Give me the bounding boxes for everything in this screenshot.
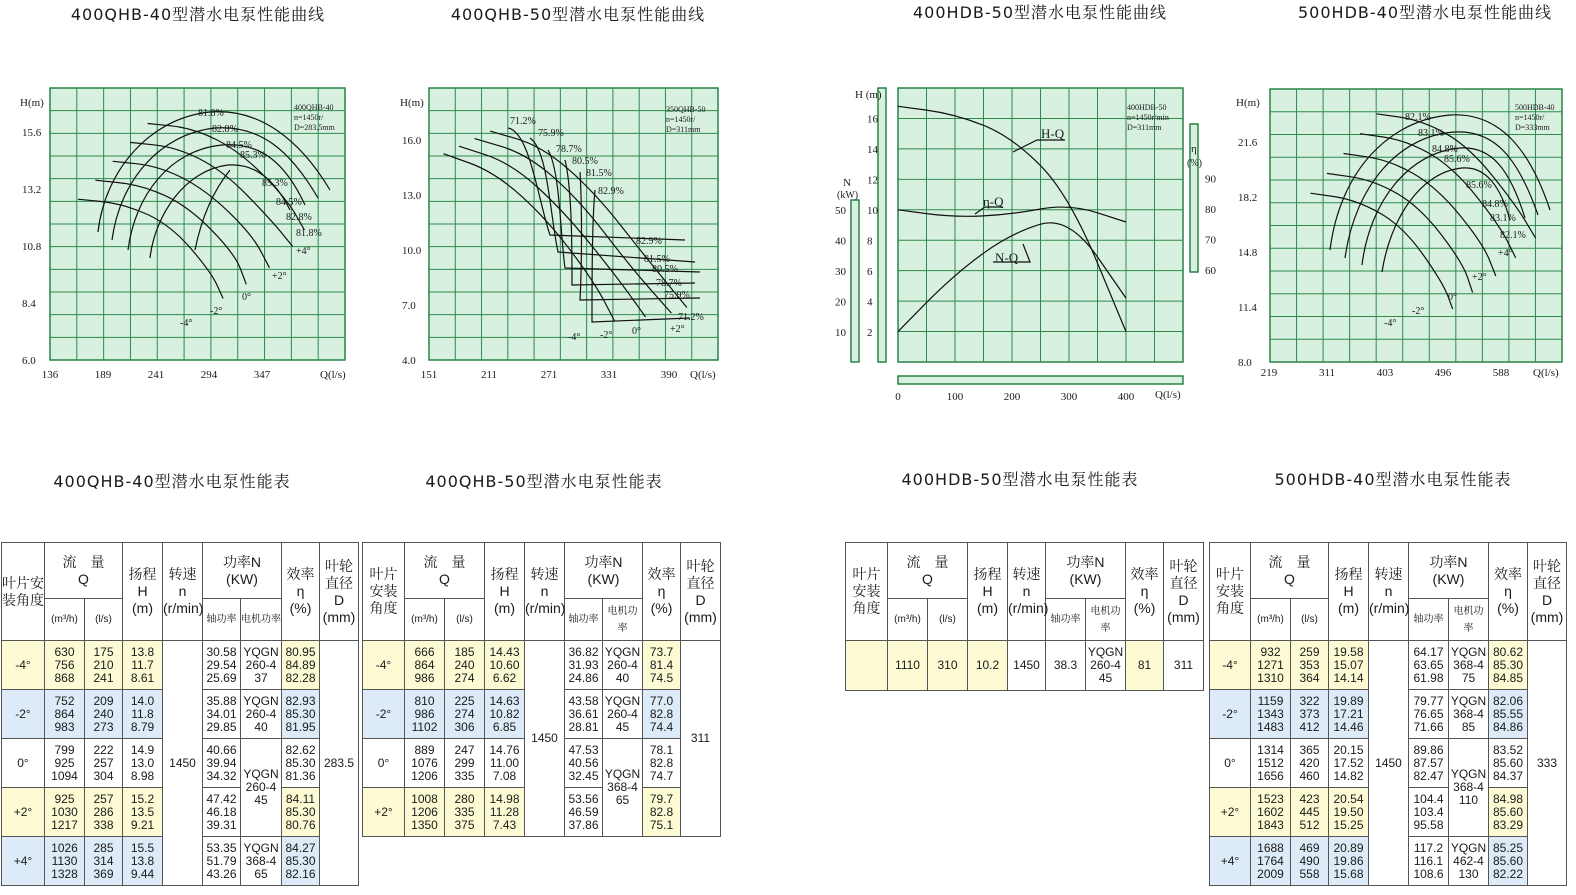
table1-row: [2, 641, 359, 690]
table4-cell-angle: 0°: [1210, 739, 1251, 788]
table2-cell-angle: -2°: [363, 690, 405, 739]
chart2-xtick-3: 331: [600, 369, 618, 381]
chart3-info-speed: n=1450r/min: [1127, 113, 1169, 122]
chart2-ytick-0: 4.0: [402, 355, 416, 367]
table2-cell-q_ls: 225 274 306: [445, 690, 485, 739]
chart4-angle-label-1: +2°: [1472, 272, 1487, 283]
table1-cell-h: 15.5 13.8 9.44: [123, 837, 163, 886]
t4-h-qls: (l/s): [1291, 599, 1329, 641]
table4-cell-eff: 84.98 85.60 83.29: [1489, 788, 1528, 837]
chart2-eff-label-2: 78.7%: [556, 144, 582, 155]
chart3-n-unit: (kW): [837, 190, 859, 201]
table4-cell-eff: 83.52 85.60 84.37: [1489, 739, 1528, 788]
table1-cell-q_m3h: 630 756 868: [45, 641, 85, 690]
table4-cell-angle: -2°: [1210, 690, 1251, 739]
table4-cell-angle: +2°: [1210, 788, 1251, 837]
table2-cell-shaft: 43.58 36.61 28.81: [565, 690, 603, 739]
t1-h-motor: 电机功率: [241, 599, 282, 641]
t3-h-eff: 效率 η (%): [1126, 543, 1164, 641]
table1-cell-shaft: 35.88 34.01 29.85: [203, 690, 241, 739]
table2-cell-eff: 77.0 82.8 74.4: [643, 690, 681, 739]
t2-h-power: 功率N (KW): [565, 543, 643, 599]
chart2-xtick-0: 151: [420, 369, 438, 381]
table4-cell-q_ls: 469 490 558: [1291, 837, 1329, 886]
t2-h-motor: 电机功率: [603, 599, 643, 641]
table2-cell-q_ls: 280 335 375: [445, 788, 485, 837]
table4-title: 500HDB-40型潜水电泵性能表: [1274, 470, 1512, 489]
chart3-svg: [825, 0, 1216, 420]
table4-cell-h: 19.58 15.07 14.14: [1329, 641, 1369, 690]
chart1-eff-label-4: 85.3%: [262, 178, 288, 189]
chart1-xlabel: Q(l/s): [320, 369, 346, 381]
table2-row: [363, 641, 721, 690]
table3-title: 400HDB-50型潜水电泵性能表: [901, 470, 1139, 489]
table4-cell-shaft: 104.4 103.4 95.58: [1409, 788, 1449, 837]
chart4-xtick-0: 219: [1260, 367, 1278, 379]
table2-cell-q_m3h: 889 1076 1206: [405, 739, 445, 788]
chart2-ytick-3: 13.0: [402, 190, 422, 202]
chart3-etatick-1: 70: [1205, 234, 1216, 247]
table1-cell-h: 14.0 11.8 8.79: [123, 690, 163, 739]
t1-h-speed: 转速 n (r/min): [163, 543, 203, 641]
table4-cell-h: 19.89 17.21 14.46: [1329, 690, 1369, 739]
table4-cell-q_m3h: 1314 1512 1656: [1251, 739, 1291, 788]
chart1-eff-label-6: 82.8%: [286, 212, 312, 223]
t4-h-power: 功率N (KW): [1409, 543, 1489, 599]
chart1-angle-label-3: -2°: [210, 306, 223, 317]
table2-cell-motor: YQGN 260-4 40: [603, 641, 643, 690]
chart3-eta-unit: (%): [1187, 158, 1202, 169]
table4-row: [1210, 641, 1567, 690]
t3-h-head: 扬程 H (m): [968, 543, 1008, 641]
table4-cell-q_m3h: 1523 1602 1843: [1251, 788, 1291, 837]
table1-cell-speed: 1450: [163, 641, 203, 886]
chart4-title: 500HDB-40型潜水电泵性能曲线: [1297, 3, 1553, 22]
chart1-eff-label-0: 81.8%: [198, 108, 224, 119]
t3-h-motor: 电机功率: [1086, 599, 1126, 641]
chart1-ytick-4: 15.6: [22, 127, 42, 139]
table4-cell-impeller: 333: [1528, 641, 1567, 886]
chart4-xlabel: Q(l/s): [1533, 367, 1559, 379]
table3-cell-h: 10.2: [968, 641, 1008, 691]
table2-cell-motor: YQGN 368-4 65: [603, 739, 643, 837]
t1-h-flow: 流 量 Q: [45, 543, 123, 599]
chart3-ntick-2: 30: [835, 266, 846, 278]
chart1-ylabel: H(m): [20, 97, 44, 109]
chart4-ytick-2: 14.8: [1238, 247, 1258, 259]
chart3-n-label: N: [843, 177, 851, 189]
chart2-ylabel: H(m): [400, 97, 424, 109]
chart3-ntick-4: 50: [835, 205, 846, 217]
chart2-xtick-4: 390: [660, 369, 678, 381]
table3-cell-impeller: 311: [1164, 641, 1204, 691]
chart3-title: 400HDB-50型潜水电泵性能曲线: [912, 3, 1168, 22]
chart3-etaq-label: η-Q: [983, 194, 1004, 209]
table1-cell-motor: YQGN 368-4 65: [241, 837, 282, 886]
chart2-angle-label-1: -2°: [600, 330, 613, 341]
t2-h-blade: 叶片安装角度: [363, 543, 405, 641]
chart3-htick-5: 12: [867, 174, 878, 187]
table4-cell-motor: YQGN 368-4 110: [1449, 739, 1489, 837]
table1-cell-shaft: 53.35 51.79 43.26: [203, 837, 241, 886]
table2-cell-h: 14.63 10.82 6.85: [485, 690, 525, 739]
chart3-htick-0: 2: [867, 327, 873, 339]
chart1-eff-label-1: 82.8%: [212, 124, 238, 135]
t1-h-qm3h: (m³/h): [45, 599, 85, 641]
chart4-ytick-4: 21.6: [1238, 137, 1258, 149]
table1-cell-motor: YQGN 260-4 40: [241, 690, 282, 739]
t4-h-head: 扬程 H (m): [1329, 543, 1369, 641]
chart1-ytick-0: 6.0: [22, 355, 36, 367]
t3-h-qls: (l/s): [928, 599, 968, 641]
t1-h-shaft: 轴功率: [203, 599, 241, 641]
chart3-ntick-1: 20: [835, 296, 846, 309]
table4-cell-angle: -4°: [1210, 641, 1251, 690]
table1-cell-shaft: 40.66 39.94 34.32: [203, 739, 241, 788]
chart2-eff-label-9: 78.7%: [656, 278, 682, 289]
chart3-htick-6: 14: [867, 144, 878, 156]
chart4-info-speed: n=1450r/: [1515, 113, 1545, 122]
table4-cell-q_ls: 259 353 364: [1291, 641, 1329, 690]
table1-cell-q_m3h: 799 925 1094: [45, 739, 85, 788]
chart1-info-speed: n=1450r/: [294, 113, 324, 122]
chart2-eff-label-0: 71.2%: [510, 116, 536, 127]
table2-cell-eff: 79.7 82.8 75.1: [643, 788, 681, 837]
t1-h-blade: 叶片安装角度: [2, 543, 45, 641]
chart4-eff-label-3: 85.6%: [1444, 154, 1470, 165]
chart1-info-diam: D=283.5mm: [294, 123, 335, 132]
chart4-eff-label-1: 83.1%: [1418, 128, 1444, 139]
t1-h-head: 扬程 H (m): [123, 543, 163, 641]
chart1-xtick-1: 189: [94, 369, 112, 381]
table1-cell-eff: 84.27 85.30 82.16: [282, 837, 320, 886]
table2-cell-shaft: 47.53 40.56 32.45: [565, 739, 603, 788]
table2-cell-motor: YQGN 260-4 45: [603, 690, 643, 739]
table1-cell-eff: 82.62 85.30 81.36: [282, 739, 320, 788]
chart1-ytick-1: 8.4: [22, 298, 36, 310]
chart2-eff-label-1: 75.9%: [538, 128, 564, 139]
t2-h-imp: 叶轮直径 D (mm): [681, 543, 721, 641]
table4-cell-q_ls: 423 445 512: [1291, 788, 1329, 837]
table1-cell-impeller: 283.5: [320, 641, 359, 886]
table3-cell-q_m3h: 1110: [888, 641, 928, 691]
table4-cell-q_m3h: 1688 1764 2009: [1251, 837, 1291, 886]
chart1-ytick-3: 13.2: [22, 184, 42, 196]
t1-h-qls: (l/s): [85, 599, 123, 641]
chart3-grid: [851, 88, 1198, 384]
table3-cell-motor: YQGN 260-4 45: [1086, 641, 1126, 691]
chart1-info-model: 400QHB-40: [294, 103, 334, 112]
chart4-ylabel: H(m): [1236, 97, 1260, 109]
table2-cell-shaft: 53.56 46.59 37.86: [565, 788, 603, 837]
t4-h-shaft: 轴功率: [1409, 599, 1449, 641]
t1-h-eff: 效率 η (%): [282, 543, 320, 641]
table1-cell-angle: 0°: [2, 739, 45, 788]
table4-cell-shaft: 64.17 63.65 61.98: [1409, 641, 1449, 690]
t4-h-speed: 转速 n (r/min): [1369, 543, 1409, 641]
chart4-info-diam: D=333mm: [1515, 123, 1550, 132]
chart3-info-diam: D=311mm: [1127, 123, 1162, 132]
t2-h-shaft: 轴功率: [565, 599, 603, 641]
chart1-eff-label-5: 84.5%: [276, 197, 302, 208]
table2-cell-h: 14.76 11.00 7.08: [485, 739, 525, 788]
table2-cell-q_m3h: 810 986 1102: [405, 690, 445, 739]
table2-cell-angle: 0°: [363, 739, 405, 788]
chart2-angle-label-3: +2°: [670, 324, 685, 335]
table4-cell-q_ls: 322 373 412: [1291, 690, 1329, 739]
table1-cell-motor: YQGN 260-4 45: [241, 739, 282, 837]
chart2-eff-label-4: 81.5%: [586, 168, 612, 179]
table2-cell-eff: 78.1 82.8 74.7: [643, 739, 681, 788]
chart2-xlabel: Q(l/s): [690, 369, 716, 381]
table2-cell-q_m3h: 1008 1206 1350: [405, 788, 445, 837]
table2-cell-shaft: 36.82 31.93 24.86: [565, 641, 603, 690]
table4-cell-q_ls: 365 420 460: [1291, 739, 1329, 788]
chart3-nq-label: N-Q: [995, 250, 1019, 265]
table4: [1209, 542, 1567, 886]
chart2-eff-label-5: 82.9%: [598, 186, 624, 197]
chart2-xtick-1: 211: [480, 369, 498, 381]
table1-cell-h: 15.2 13.5 9.21: [123, 788, 163, 837]
chart4-angle-label-3: -2°: [1412, 306, 1425, 317]
chart2-eff-label-6: 82.9%: [636, 236, 662, 247]
chart2-ytick-1: 7.0: [402, 300, 416, 312]
table3-cell-eff: 81: [1126, 641, 1164, 691]
table4-cell-h: 20.54 19.50 15.25: [1329, 788, 1369, 837]
chart2-eff-label-3: 80.5%: [572, 156, 598, 167]
chart2-xtick-2: 271: [540, 369, 558, 381]
chart4-eff-label-4: 85.6%: [1466, 180, 1492, 191]
chart1-xtick-4: 347: [253, 369, 271, 381]
chart3-xtick-0: 0: [895, 391, 901, 403]
t4-h-imp: 叶轮直径 D (mm): [1528, 543, 1567, 641]
chart3-etatick-2: 80: [1205, 204, 1216, 216]
table4-cell-h: 20.15 17.52 14.82: [1329, 739, 1369, 788]
table4-cell-shaft: 89.86 87.57 82.47: [1409, 739, 1449, 788]
chart3-xtick-1: 100: [946, 391, 964, 403]
table3: [845, 542, 1204, 691]
table4-cell-motor: YQGN 368-4 85: [1449, 690, 1489, 739]
chart4-ytick-1: 11.4: [1238, 302, 1257, 314]
chart3-xtick-3: 300: [1060, 391, 1078, 403]
t4-h-motor: 电机功率: [1449, 599, 1489, 641]
table3-cell-q_ls: 310: [928, 641, 968, 691]
t3-h-blade: 叶片安装角度: [846, 543, 888, 641]
chart4-svg: [1200, 0, 1576, 400]
chart4-ytick-3: 18.2: [1238, 192, 1258, 204]
table2-cell-h: 14.98 11.28 7.43: [485, 788, 525, 837]
chart2-info-model: 350QHB-50: [666, 105, 706, 114]
t3-h-qm3h: (m³/h): [888, 599, 928, 641]
chart3-hq-label: H-Q: [1041, 126, 1065, 141]
table3-cell-angle: [846, 641, 888, 691]
chart2-title: 400QHB-50型潜水电泵性能曲线: [450, 5, 706, 24]
table4-cell-angle: +4°: [1210, 837, 1251, 886]
table4-cell-eff: 85.25 85.60 82.22: [1489, 837, 1528, 886]
chart3-htick-7: 16: [867, 113, 878, 126]
chart4-eff-label-6: 83.1%: [1490, 213, 1516, 224]
chart2-eff-label-8: 80.5%: [652, 264, 678, 275]
t4-h-eff: 效率 η (%): [1489, 543, 1528, 641]
chart3-etatick-0: 60: [1205, 265, 1216, 277]
table4-cell-eff: 82.06 85.55 84.86: [1489, 690, 1528, 739]
chart3-ntick-0: 10: [835, 327, 846, 339]
table2-cell-speed: 1450: [525, 641, 565, 837]
table1-cell-q_m3h: 1026 1130 1328: [45, 837, 85, 886]
chart3-xtick-4: 400: [1117, 391, 1135, 403]
table1-cell-q_ls: 175 210 241: [85, 641, 123, 690]
table1-cell-q_ls: 285 314 369: [85, 837, 123, 886]
chart1-xtick-3: 294: [200, 369, 218, 381]
chart1-eff-label-7: 81.8%: [296, 228, 322, 239]
chart1-angle-label-1: +2°: [272, 271, 287, 282]
t2-h-flow: 流 量 Q: [405, 543, 485, 599]
t3-h-speed: 转速 n (r/min): [1008, 543, 1046, 641]
chart1-xtick-2: 241: [147, 369, 165, 381]
table4-cell-q_m3h: 1159 1343 1483: [1251, 690, 1291, 739]
chart1-title: 400QHB-40型潜水电泵性能曲线: [70, 5, 326, 24]
chart2-info-diam: D=311mm: [666, 125, 701, 134]
chart3-htick-1: 4: [867, 296, 873, 309]
t2-h-speed: 转速 n (r/min): [525, 543, 565, 641]
chart3-htick-3: 8: [867, 235, 873, 248]
table1-cell-eff: 80.95 84.89 82.28: [282, 641, 320, 690]
table1-cell-h: 14.9 13.0 8.98: [123, 739, 163, 788]
chart2-svg: [360, 0, 740, 400]
chart1-angle-label-2: 0°: [242, 292, 251, 303]
table1: [1, 542, 359, 886]
chart1-eff-label-3: 85.3%: [240, 150, 266, 161]
chart4-eff-label-7: 82.1%: [1500, 230, 1526, 241]
table2-cell-q_ls: 247 299 335: [445, 739, 485, 788]
table4-cell-h: 20.89 19.86 15.68: [1329, 837, 1369, 886]
table1-cell-h: 13.8 11.7 8.61: [123, 641, 163, 690]
chart1-angle-label-4: -4°: [180, 318, 193, 329]
chart1-angle-label-0: +4°: [296, 246, 311, 257]
chart3-ylabel: H (m): [855, 89, 882, 101]
chart4-info-model: 500HDB-40: [1515, 103, 1555, 112]
table4-cell-shaft: 117.2 116.1 108.6: [1409, 837, 1449, 886]
table1-cell-eff: 84.11 85.30 80.76: [282, 788, 320, 837]
table4-cell-motor: YQGN 462-4 130: [1449, 837, 1489, 886]
chart2-eff-label-10: 75.9%: [664, 290, 690, 301]
table1-cell-motor: YQGN 260-4 37: [241, 641, 282, 690]
chart4-eff-label-5: 84.8%: [1482, 199, 1508, 210]
table2-title: 400QHB-50型潜水电泵性能表: [425, 472, 663, 491]
t4-h-qm3h: (m³/h): [1251, 599, 1291, 641]
table1-cell-q_ls: 222 257 304: [85, 739, 123, 788]
chart1-eff-label-2: 84.5%: [226, 140, 252, 151]
t3-h-shaft: 轴功率: [1046, 599, 1086, 641]
chart3-xlabel: Q(l/s): [1155, 389, 1181, 401]
chart4-xtick-4: 588: [1492, 367, 1510, 379]
chart1-ytick-2: 10.8: [22, 241, 42, 253]
chart4-xtick-2: 403: [1376, 367, 1394, 379]
table4-cell-eff: 80.62 85.30 84.85: [1489, 641, 1528, 690]
table2-cell-h: 14.43 10.60 6.62: [485, 641, 525, 690]
table2-cell-q_ls: 185 240 274: [445, 641, 485, 690]
t2-h-head: 扬程 H (m): [485, 543, 525, 641]
table2-cell-impeller: 311: [681, 641, 721, 837]
t2-h-eff: 效率 η (%): [643, 543, 681, 641]
chart4-ytick-0: 8.0: [1238, 357, 1252, 369]
table2: [362, 542, 721, 837]
chart3-htick-2: 6: [867, 266, 873, 278]
chart3-htick-4: 10: [867, 205, 878, 217]
chart4-angle-label-2: 0°: [1448, 292, 1457, 303]
table3-cell-speed: 1450: [1008, 641, 1046, 691]
chart4-eff-label-0: 82.1%: [1405, 112, 1431, 123]
table2-cell-angle: +2°: [363, 788, 405, 837]
t3-h-imp: 叶轮直径 D (mm): [1164, 543, 1204, 641]
chart2-eff-label-7: 81.5%: [644, 254, 670, 265]
chart3-eta-label: η: [1191, 143, 1197, 155]
chart1-svg: [0, 0, 380, 400]
chart3-etatick-3: 90: [1205, 173, 1216, 186]
chart2-ytick-4: 16.0: [402, 135, 422, 147]
table1-cell-shaft: 30.58 29.54 25.69: [203, 641, 241, 690]
t1-h-power: 功率N (KW): [203, 543, 282, 599]
chart2-ytick-2: 10.0: [402, 245, 422, 257]
table4-cell-speed: 1450: [1369, 641, 1409, 886]
chart3-ntick-3: 40: [835, 235, 846, 248]
table1-cell-angle: +4°: [2, 837, 45, 886]
table2-cell-q_m3h: 666 864 986: [405, 641, 445, 690]
table1-cell-q_m3h: 925 1030 1217: [45, 788, 85, 837]
table4-cell-shaft: 79.77 76.65 71.66: [1409, 690, 1449, 739]
chart4-angle-label-4: -4°: [1384, 318, 1397, 329]
chart2-eff-label-11: 71.2%: [678, 312, 704, 323]
table1-cell-angle: -2°: [2, 690, 45, 739]
table1-cell-angle: -4°: [2, 641, 45, 690]
chart2-info-speed: n=1450r/: [666, 115, 696, 124]
t4-h-blade: 叶片安装角度: [1210, 543, 1251, 641]
table1-cell-q_m3h: 752 864 983: [45, 690, 85, 739]
table4-cell-motor: YQGN 368-4 75: [1449, 641, 1489, 690]
chart2-angle-label-2: 0°: [632, 326, 641, 337]
table1-title: 400QHB-40型潜水电泵性能表: [53, 472, 291, 491]
table4-cell-q_m3h: 932 1271 1310: [1251, 641, 1291, 690]
table1-cell-q_ls: 257 286 338: [85, 788, 123, 837]
chart4-eff-label-2: 84.8%: [1432, 144, 1458, 155]
chart4-angle-label-0: +4°: [1498, 248, 1513, 259]
table3-row: [846, 641, 1204, 691]
chart4-xtick-3: 496: [1434, 367, 1452, 379]
t1-h-imp: 叶轮直径 D (mm): [320, 543, 359, 641]
t3-h-power: 功率N (KW): [1046, 543, 1126, 599]
table2-cell-angle: -4°: [363, 641, 405, 690]
chart2-angle-label-0: -4°: [568, 332, 581, 343]
chart3-xtick-2: 200: [1003, 391, 1021, 403]
table1-cell-q_ls: 209 240 273: [85, 690, 123, 739]
table3-cell-shaft: 38.3: [1046, 641, 1086, 691]
chart4-xtick-1: 311: [1318, 367, 1336, 379]
t4-h-flow: 流 量 Q: [1251, 543, 1329, 599]
table1-cell-shaft: 47.42 46.18 39.31: [203, 788, 241, 837]
chart3-info-model: 400HDB-50: [1127, 103, 1167, 112]
chart1-xtick-0: 136: [41, 369, 59, 381]
table2-cell-eff: 73.7 81.4 74.5: [643, 641, 681, 690]
t2-h-qls: (l/s): [445, 599, 485, 641]
t3-h-flow: 流 量 Q: [888, 543, 968, 599]
table1-cell-angle: +2°: [2, 788, 45, 837]
t2-h-qm3h: (m³/h): [405, 599, 445, 641]
table1-cell-eff: 82.93 85.30 81.95: [282, 690, 320, 739]
